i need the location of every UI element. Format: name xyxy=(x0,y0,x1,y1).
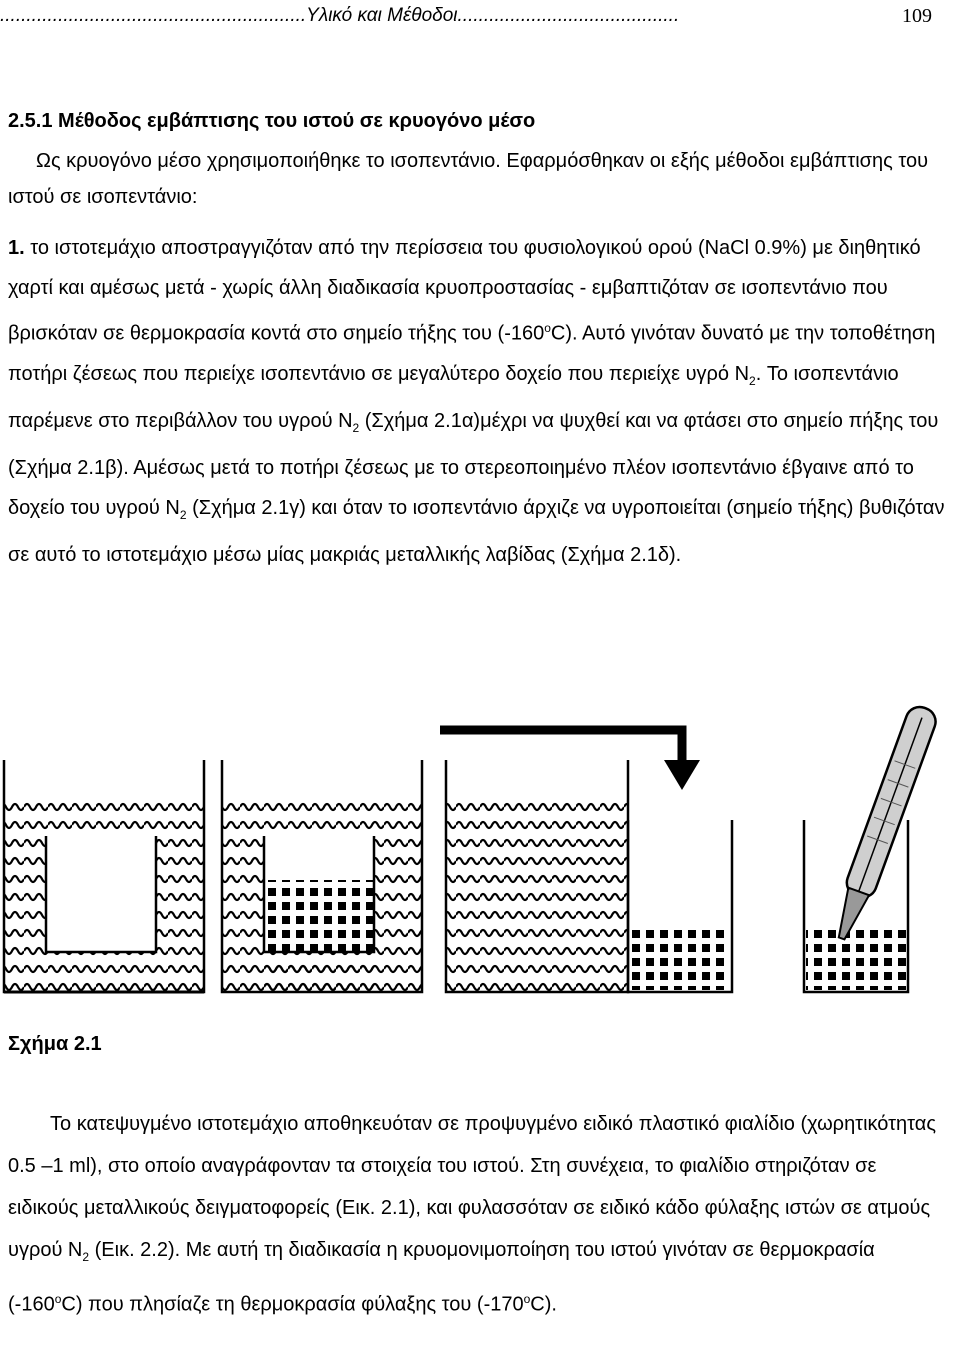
n2-sub-2: 2 xyxy=(352,420,360,435)
closing-paragraph xyxy=(8,1103,948,1326)
panel-a xyxy=(4,760,204,992)
closing-text-d: C). xyxy=(530,1293,557,1316)
figure-caption: Σχήμα 2.1 xyxy=(8,1033,102,1055)
item-text-d: (Σχήμα 2.1α)μέχρι να ψυχθεί και να φτάσει στο σημείο πήξης του (Σχήμα 2.1β). Αμέσως μετά το ποτήρι ζέσεως με το στερεοποιημένο πλέον ισοπεντάνιο έβγαινε από το δοχείο του υγρού N xyxy=(8,409,939,519)
panel-b xyxy=(222,760,422,992)
intro-paragraph xyxy=(8,143,948,215)
figure-2-1 xyxy=(0,690,960,1010)
degree-sup: o xyxy=(544,321,551,335)
item-text-c: . Το ισοπεντάνιο παρέμενε στο περιβάλλον του υγρού N xyxy=(8,362,899,432)
closing-n2-sub: 2 xyxy=(82,1250,90,1264)
page-header xyxy=(0,0,960,30)
intro-text: Ως κρυογόνο μέσο χρησιμοποιήθηκε το ισοπεντάνιο. Εφαρμόσθηκαν οι εξής μέθοδοι εμβάπτισης του ιστού σε ισοπεντάνιο: xyxy=(8,150,929,208)
item-text-a: το ιστοτεμάχιο αποστραγγιζόταν από την περίσσεια του φυσιολογικού ορού (NaCl 0.9%) με διηθητικό χαρτί και αμέσως μετά - χωρίς άλλη διαδικασία κρυοπροστασίας - εμβαπτιζόταν σε ισοπεντάνιο που βρισκόταν σε θερμοκρασία κοντά στο σημείο τήξης του (-160 xyxy=(8,237,921,345)
figure-illustration xyxy=(0,690,960,1010)
running-header-label: ..........................................................Υλικό και Μέθοδοι.......................................... xyxy=(0,5,680,26)
closing-degree-sup-2: o xyxy=(523,1292,531,1306)
n2-sub-1: 2 xyxy=(749,373,756,388)
section-heading: 2.5.1 Μέθοδος εμβάπτισης του ιστού σε κρυογόνο μέσο xyxy=(8,110,536,132)
closing-text-c: C) που πλησίαζε τη θερμοκρασία φύλαξης του (-170 xyxy=(61,1293,524,1316)
page-number: 109 xyxy=(902,5,932,27)
item-number: 1. xyxy=(8,237,25,259)
closing-degree-sup-1: o xyxy=(54,1292,62,1306)
closing-text-b: (Εικ. 2.2). Με αυτή τη διαδικασία η κρυομονιμοποίηση του ιστού γινόταν σε θερμοκρασία (-160 xyxy=(8,1239,875,1316)
forceps-icon xyxy=(828,703,940,943)
method-item-1 xyxy=(8,228,948,575)
panel-d xyxy=(628,703,939,992)
item-text-b: C). Αυτό γινόταν δυνατό με την τοποθέτηση ποτήρι ζέσεως που περιείχε ισοπεντάνιο σε μεγαλύτερο δοχείο που περιείχε υγρό N xyxy=(8,322,936,385)
closing-text-a: Το κατεψυγμένο ιστοτεμάχιο αποθηκευόταν σε προψυγμένο ειδικό πλαστικό φιαλίδιο (χωρητικότητας 0.5 –1 ml), στο οποίο αναγράφονταν τα στοιχεία του ιστού. Στη συνέχεια, το φιαλίδιο στηριζόταν σε ειδικούς μεταλλικούς δειγματοφορείς (Εικ. 2.1), και φυλασσόταν σε ειδικό κάδο φύλαξης ιστών σε ατμούς υγρού N xyxy=(8,1113,936,1261)
item-text-e: (Σχήμα 2.1γ) και όταν το ισοπεντάνιο άρχιζε να υγροποιείται (σημείο τήξης) βυθιζόταν σε αυτό το ιστοτεμάχιο μέσω μίας μακριάς μεταλλικής λαβίδας (Σχήμα 2.1δ). xyxy=(8,496,945,566)
n2-sub-3: 2 xyxy=(179,507,187,522)
